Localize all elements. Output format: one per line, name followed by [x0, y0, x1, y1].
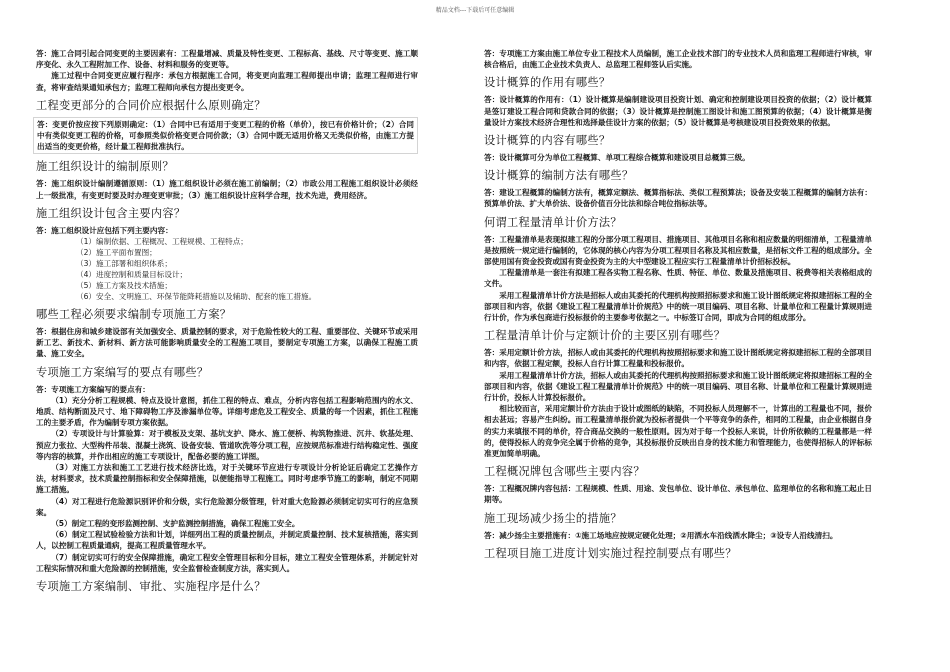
answer-paragraph: 答：减少扬尘主要措施有：①施工场地应按规定硬化处理；②用洒水车沿线洒水降尘；③设专人沿线清扫。: [484, 530, 838, 540]
answer-paragraph: 答：采用定额计价方法，招标人或由其委托的代理机构按照招标要求和施工设计图纸规定将拟建招标工程的全部项目和内容，依据工程定额，投标人自行计算工程量和投标报价。: [484, 348, 872, 369]
list-item: （5）制定工程的变形监测控制、支护监测控制措施，确保工程施工安全。: [51, 519, 300, 529]
list-item: （2）专项设计与计算验算：对于模板及支架、基坑支护、降水、施工便桥、构筑物推进、沉井、软基处理、预应力张拉、大型构件吊装、混凝土浇筑、设备安装、管道吹洗等分项工程，应按规范标准进行结构稳定性、强度等内容的核算，并作出相应的施工专项设计，配备必要的施工详图。: [36, 429, 418, 461]
list-item: （6）安全、文明施工、环保节能降耗措施以及辅助、配套的施工措施。: [76, 292, 317, 302]
answer-paragraph: 相比较而言，采用定额计价方法由于设计或图纸的缺陷，不同投标人员理解不一，计算出的工程量也不同，报价相去甚远；容易产生纠纷。而工程量清单报价就为投标者提供一个平等竞争的条件，相同的工程量，由企业根据自身的实力来填报不同的单价，符合商品交换的一般性原则。因为对于每一个投标人来说，计价所依赖的工程量都是一样的，使得投标人的竞争完全属于价格的竞争，其投标报价反映出自身的技术能力和管理能力，也使得招标人的评标标准更加简单明确。: [484, 404, 872, 459]
answer-paragraph: 采用工程量清单计价方法，招标人或由其委托的代理机构按照招标要求和施工设计图纸规定将拟建招标工程的全部项目和内容，依据《建设工程工程量清单计价规范》中的统一项目编码、项目名称、计量单位和工程量计算规则进行计价，投标人计算投标报价。: [484, 370, 872, 403]
answer-paragraph: 答：变更价按应按下列原则确定：（1）合同中已有适用于变更工程的价格（单价），按已有价格计价；（2）合同中有类似变更工程的价格，可参照类似价格变更合同价款；（3）合同中既无适用价格又无类似价格，由施工方提出适当的变更价格，经计量工程师批准执行。: [33, 117, 418, 155]
question-heading: 哪些工程必须要求编制专项施工方案？: [36, 308, 232, 322]
answer-paragraph: 答：设计概算的作用有：（1）设计概算是编制建设项目投资计划、确定和控制建设项目投资的依据；（2）设计概算是签订建设工程合同和贷款合同的依据；（3）设计概算是控制施工图设计和施工图预算的依据；（4）设计概算是衡量设计方案技术经济合理性和选择最佳设计方案的依据；（5）设计概算是考核建设项目投资效果的依据。: [484, 95, 872, 127]
list-item: （3）施工部署和组织体系；: [76, 259, 172, 269]
list-item: （4）进度控制和质量目标设计；: [76, 270, 188, 280]
answer-paragraph: 答：建设工程概算的编制方法有，概算定额法、概算指标法、类似工程预算法；设备及安装工程概算的编制方法有：预算单价法、扩大单价法、设备价值百分比法和综合吨位指标法等。: [484, 188, 872, 209]
question-heading: 专项施工方案编制、审批、实施程序是什么？: [36, 580, 266, 594]
answer-paragraph: 采用工程量清单计价方法是招标人或由其委托的代理机构按照招标要求和施工设计图纸规定将拟建招标工程的全部项目和内容，依据《建设工程工程量清单计价规范》中的统一项目编码、项目名称、计量单位和工程量计算规则进行计价，作为承包商进行投标报价的主要参考依据之一。中标签订合同，即成为合同的组成部分。: [484, 290, 872, 323]
list-item: （1）编制依据、工程概况、工程规模、工程特点；: [76, 237, 248, 247]
answer-paragraph: 答：施工组织设计编制遵循原则：（1）施工组织设计必须在施工前编制；（2）市政公用工程施工组织设计必须经上一级批准，有变更时要及时办理变更审批；（3）施工组织设计应科学合理，技术先进，费用经济。: [36, 179, 418, 200]
list-item: （4）对工程进行危险源识别评价和分级，实行危险源分级管理，针对重大危险源必须制定切实可行的应急预案。: [36, 496, 418, 517]
question-heading: 工程概况牌包含哪些主要内容？: [484, 465, 645, 479]
question-heading: 专项施工方案编写的要点有哪些？: [36, 365, 209, 379]
answer-paragraph: 答：根据住房和城乡建设部有关加强安全、质量控制的要求，对于危险性较大的工程、重要部位、关键环节或采用新工艺、新技术、新材料、新方法可能影响质量安全的工程施工项目，要制定专项施工方案，以确保工程施工质量、施工安全。: [36, 327, 418, 359]
list-item: （6）制定工程试验检验方法和计划，详细列出工程的质量控制点，并制定质量控制、技术复核措施，落实到人，以控制工程质量通病，提高工程质量管理水平。: [36, 530, 418, 551]
answer-paragraph: 答：设计概算可分为单位工程概算、单项工程综合概算和建设项目总概算三级。: [484, 153, 750, 163]
answer-paragraph: 答：施工合同引起合同变更的主要因素有：工程量增减、质量及特性变更、工程标高、基线、尺寸等变更、施工顺序变化、永久工程附加工作、设备、材料和服务的变更等。: [36, 49, 418, 70]
answer-paragraph: 施工过程中合同变更应履行程序：承包方根据施工合同，将变更向监理工程师提出申请；监理工程师进行审查，将审查结果通知承包方；监理工程师向承包方提出变更令。: [36, 71, 418, 92]
question-heading: 工程变更部分的合同价应根据什么原则确定？: [36, 98, 266, 112]
answer-paragraph: 答：专项施工方案由施工单位专业工程技术人员编制，施工企业技术部门的专业技术人员和监理工程师进行审核，审核合格后，由施工企业技术负责人、总监理工程师签认后实施。: [484, 49, 872, 70]
question-heading: 工程项目施工进度计划实施过程控制要点有哪些？: [484, 546, 737, 560]
question-heading: 设计概算的编制方法有哪些？: [484, 169, 634, 183]
answer-paragraph: 答：施工组织设计应包括下列主要内容：: [36, 225, 173, 235]
list-item: （2）施工平面布置图；: [76, 248, 157, 258]
list-item: （1）充分分析工程规模、特点及设计意图，抓住工程的特点、难点，分析内容包括工程影响范围内的水文、地质、结构断面及尺寸、地下障碍物工序及渗漏单位等。详细考虑危及工程安全、质量的每一个因素，抓住工程施工的主要矛盾，作为编制专项方案依据。: [36, 395, 418, 428]
question-heading: 施工组织设计包含主要内容？: [36, 206, 186, 220]
list-item: （5）施工方案及技术措施；: [76, 281, 172, 291]
question-heading: 工程量清单计价与定额计价的主要区别有哪些？: [484, 329, 726, 343]
list-item: （3）对施工方法和施工工艺进行技术经济比选，对于关键环节应进行专项设计分析论证后确定工艺操作方法，材料要求，技术质量控制指标和安全保障措施，以便能指导工程施工。同时考虑季节施工的影响，制定不同期施工措施。: [36, 463, 418, 495]
answer-paragraph: 答：专项施工方案编写的要点有：: [36, 384, 150, 394]
answer-paragraph: 答：工程量清单是表现拟建工程的分部分项工程项目、措施项目、其他项目名称和相应数量的明细清单，工程量清单是按照统一规定进行编制的，它体现的核心内容为分项工程项目名称及其相应数量，是招标文件工程的组成部分。全部使用国有资金投资或国有资金投资为主的大中型建设工程应实行工程量清单计价招标投标。: [484, 234, 872, 267]
left-column: [36, 48, 418, 594]
right-column: [484, 48, 872, 561]
question-heading: 施工组织设计的编制原则？: [36, 160, 174, 174]
question-heading: 施工现场减少扬尘的措施？: [484, 511, 622, 525]
question-heading: 设计概算的内容有哪些？: [484, 134, 611, 148]
answer-paragraph: 工程量清单是一套注有拟建工程各实物工程名称、性质、特征、单位、数量及措施项目、税费等相关表格组成的文件。: [484, 268, 872, 289]
list-item: （7）制定切实可行的安全保障措施，确定工程安全管理目标和分目标，建立工程安全管理体系，并制定针对工程实际情况和重大危险源的控制措施，安全监督检查制度方法，落实到人。: [36, 552, 418, 573]
answer-paragraph: 答：工程概况牌内容包括：工程规模、性质、用途、发包单位、设计单位、承包单位、监理单位的名称和施工起止日期等。: [484, 484, 872, 505]
question-heading: 设计概算的作用有哪些？: [484, 76, 611, 90]
page-header: 精品文档---下载后可任意编辑: [435, 7, 515, 14]
question-heading: 何谓工程量清单计价方法？: [484, 215, 622, 229]
